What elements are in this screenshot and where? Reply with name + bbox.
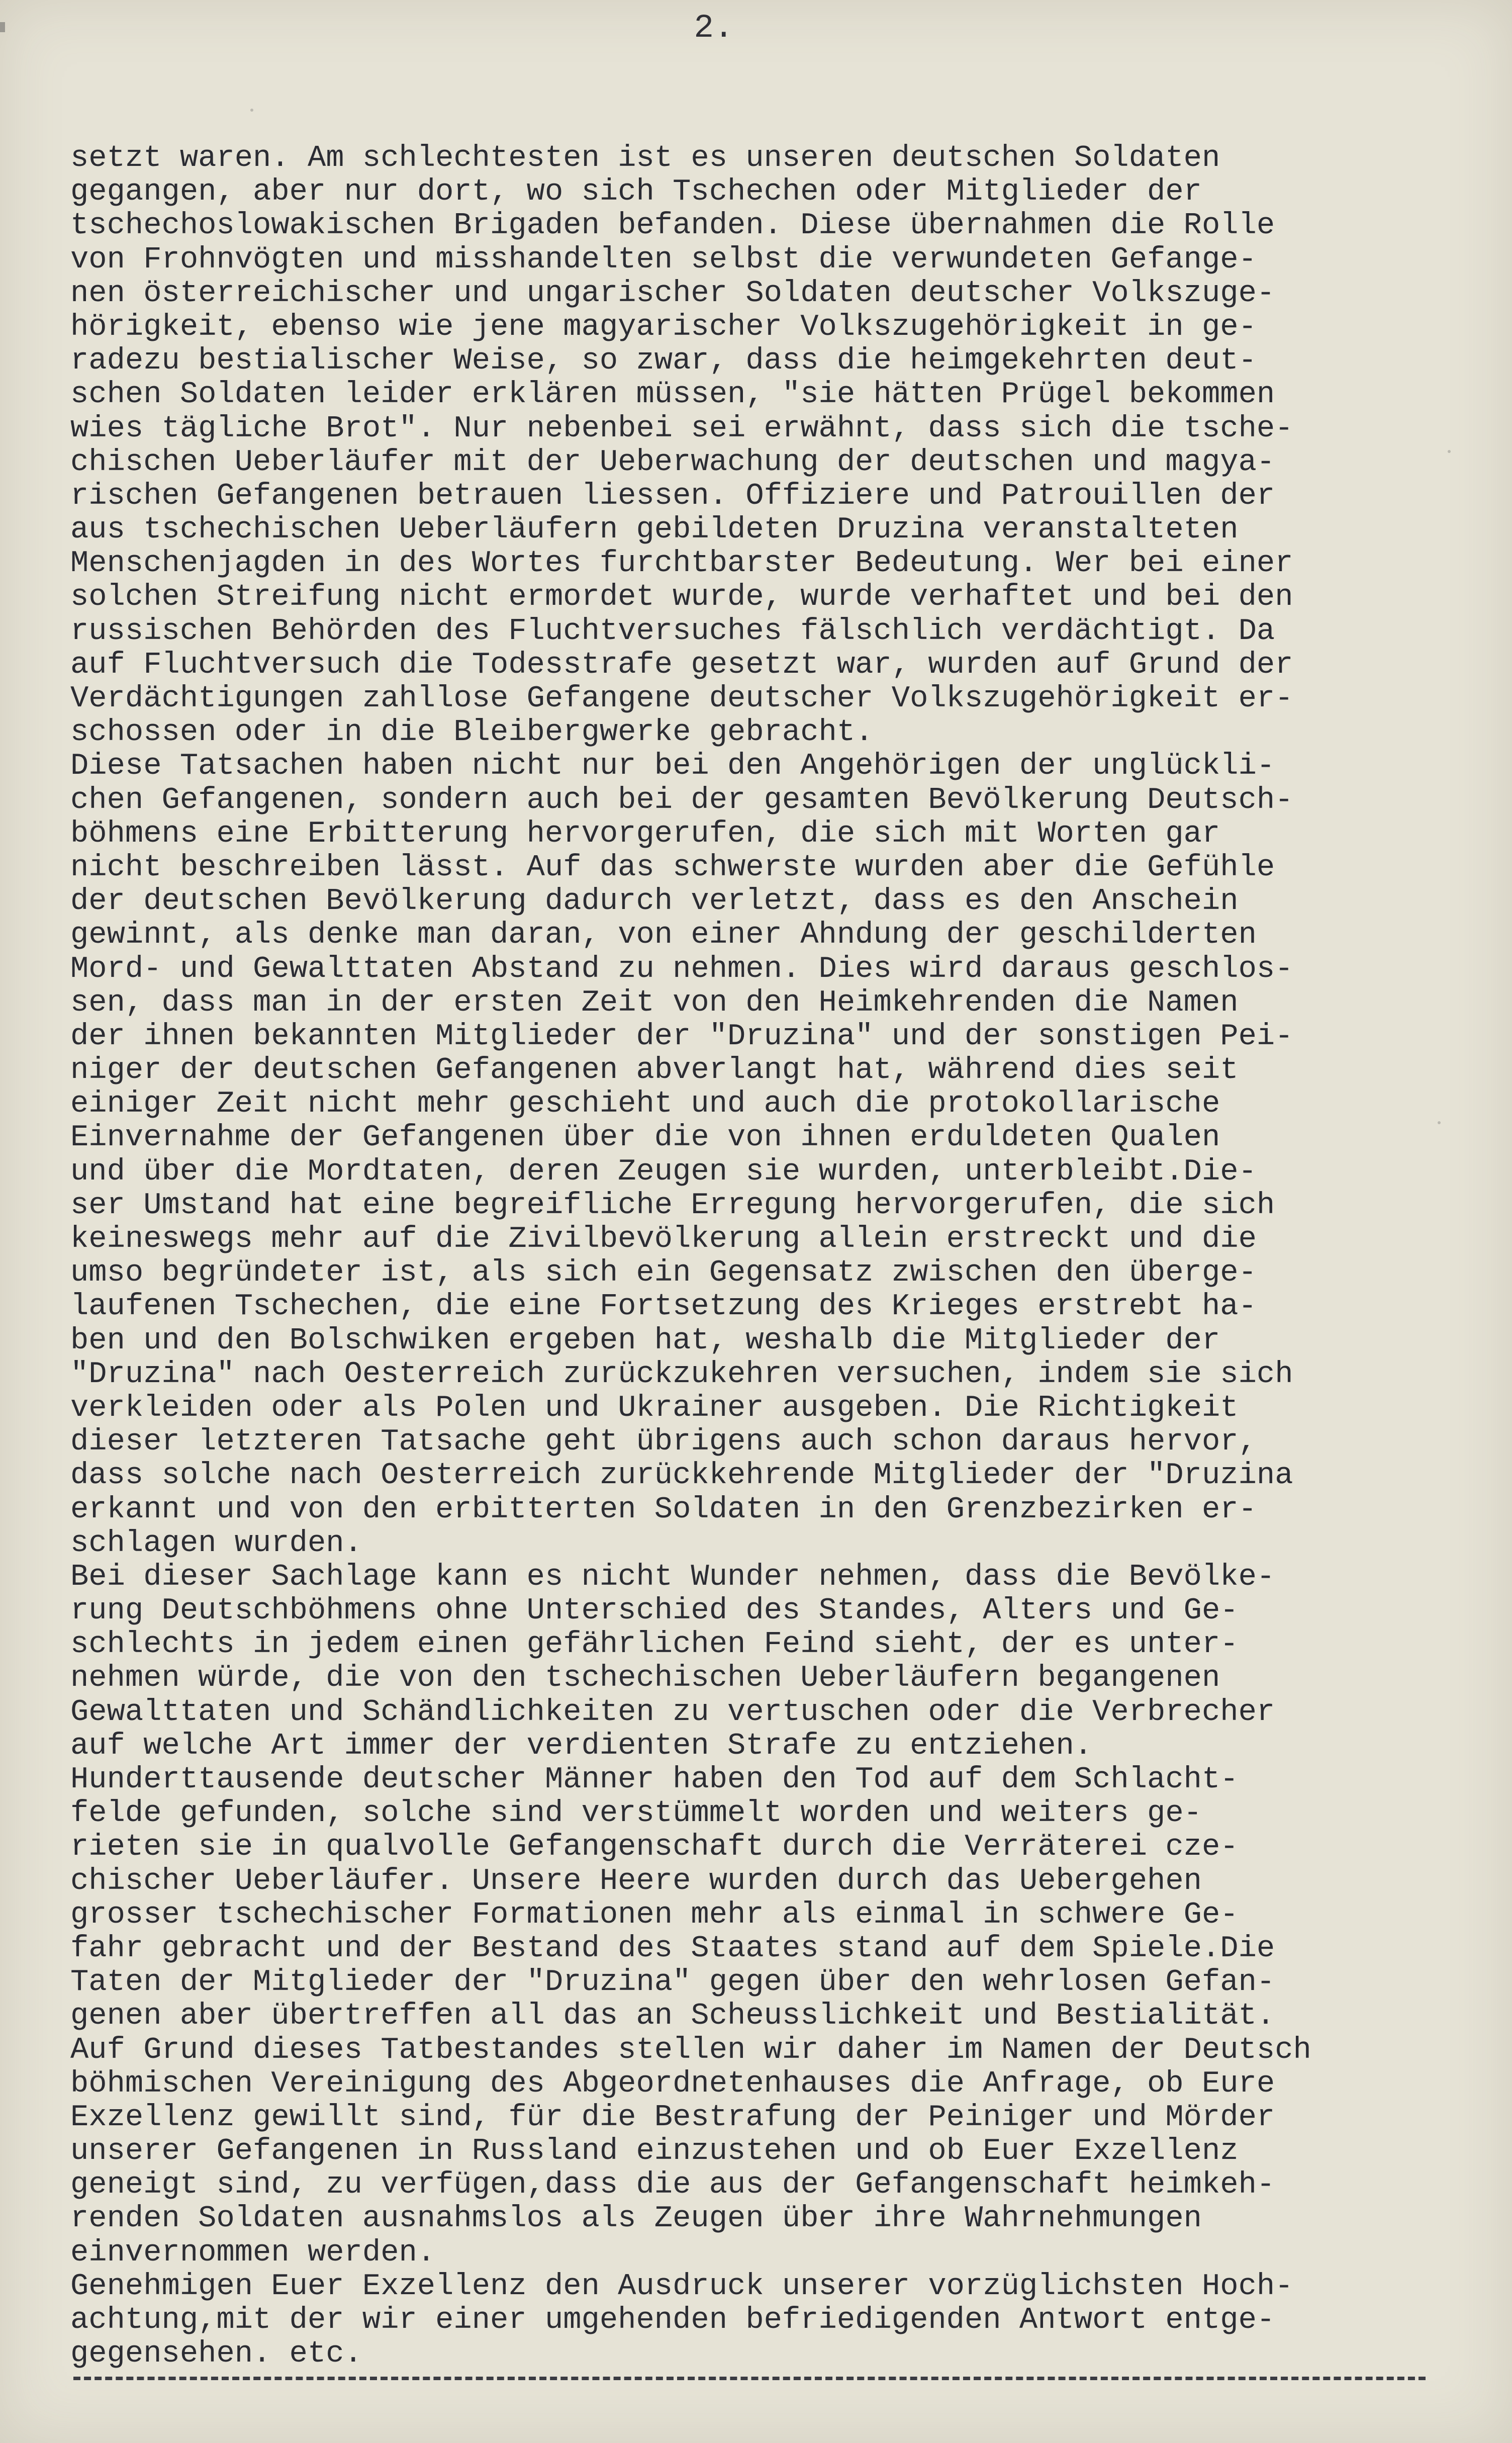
text-line: achtung,mit der wir einer umgehenden befriedigenden Antwort entge-: [70, 2303, 1275, 2337]
text-line: und über die Mordtaten, deren Zeugen sie wurden, unterbleibt.Die-: [70, 1154, 1257, 1189]
text-line: setzt waren. Am schlechtesten ist es unseren deutschen Soldaten: [70, 141, 1220, 175]
text-line: grosser tschechischer Formationen mehr als einmal in schwere Ge-: [70, 1897, 1239, 1932]
text-line: hörigkeit, ebenso wie jene magyarischer Volkszugehörigkeit in ge-: [70, 310, 1257, 344]
text-line: auf welche Art immer der verdienten Strafe zu entziehen.: [70, 1729, 1093, 1763]
text-line: Diese Tatsachen haben nicht nur bei den Angehörigen der unglückli-: [70, 749, 1275, 784]
text-line: renden Soldaten ausnahmslos als Zeugen über ihre Wahrnehmungen: [70, 2202, 1202, 2236]
text-line: gegangen, aber nur dort, wo sich Tschechen oder Mitglieder der: [70, 175, 1202, 210]
text-line: schlechts in jedem einen gefährlichen Feind sieht, der es unter-: [70, 1627, 1239, 1662]
text-line: schlagen wurden.: [70, 1526, 362, 1561]
closing-dashed-rule: [73, 2377, 1426, 2380]
text-line: erkannt und von den erbitterten Soldaten in den Grenzbezirken er-: [70, 1492, 1257, 1527]
paper-speck: [250, 109, 253, 112]
text-line: Exzellenz gewillt sind, für die Bestrafung der Peiniger und Mörder: [70, 2100, 1275, 2135]
text-line: Einvernahme der Gefangenen über die von ihnen erduldeten Qualen: [70, 1121, 1220, 1155]
text-line: Mord- und Gewalttaten Abstand zu nehmen. Dies wird daraus geschlos-: [70, 952, 1293, 986]
text-line: chischen Ueberläufer mit der Ueberwachung der deutschen und magya-: [70, 445, 1275, 480]
text-line: umso begründeter ist, als sich ein Gegensatz zwischen den überge-: [70, 1256, 1257, 1291]
text-line: unserer Gefangenen in Russland einzustehen und ob Euer Exzellenz: [70, 2134, 1239, 2169]
page-number: 2.: [694, 9, 734, 47]
text-line: der ihnen bekannten Mitglieder der "Druzina" und der sonstigen Pei-: [70, 1019, 1293, 1054]
text-line: Hunderttausende deutscher Männer haben den Tod auf dem Schlacht-: [70, 1763, 1239, 1797]
text-line: solchen Streifung nicht ermordet wurde, wurde verhaftet und bei den: [70, 580, 1293, 615]
text-line: "Druzina" nach Oesterreich zurückzukehren versuchen, indem sie sich: [70, 1357, 1293, 1392]
text-line: verkleiden oder als Polen und Ukrainer ausgeben. Die Richtigkeit: [70, 1391, 1239, 1425]
paper-speck: [1438, 1121, 1441, 1124]
text-line: chen Gefangenen, sondern auch bei der gesamten Bevölkerung Deutsch-: [70, 783, 1293, 818]
text-line: schossen oder in die Bleibergwerke gebracht.: [70, 715, 874, 750]
text-line: laufenen Tschechen, die eine Fortsetzung des Krieges erstrebt ha-: [70, 1290, 1257, 1324]
text-line: auf Fluchtversuch die Todesstrafe gesetzt war, wurden auf Grund der: [70, 648, 1293, 682]
text-line: sen, dass man in der ersten Zeit von den Heimkehrenden die Namen: [70, 985, 1239, 1020]
text-line: geneigt sind, zu verfügen,dass die aus der Gefangenschaft heimkeh-: [70, 2168, 1275, 2203]
text-line: aus tschechischen Ueberläufern gebildeten Druzina veranstalteten: [70, 513, 1239, 548]
text-line: rung Deutschböhmens ohne Unterschied des Standes, Alters und Ge-: [70, 1594, 1239, 1628]
text-line: Genehmigen Euer Exzellenz den Ausdruck unserer vorzüglichsten Hoch-: [70, 2269, 1293, 2304]
text-line: Bei dieser Sachlage kann es nicht Wunder nehmen, dass die Bevölke-: [70, 1560, 1275, 1594]
text-line: nicht beschreiben lässt. Auf das schwerste wurden aber die Gefühle: [70, 850, 1275, 885]
text-line: nehmen würde, die von den tschechischen Ueberläufern begangenen: [70, 1661, 1220, 1696]
text-line: felde gefunden, solche sind verstümmelt worden und weiters ge-: [70, 1796, 1202, 1831]
text-line: niger der deutschen Gefangenen abverlangt hat, während dies seit: [70, 1053, 1239, 1088]
text-line: dass solche nach Oesterreich zurückkehrende Mitglieder der "Druzina: [70, 1459, 1293, 1493]
text-line: einiger Zeit nicht mehr geschieht und auch die protokollarische: [70, 1087, 1220, 1122]
text-line: wies tägliche Brot". Nur nebenbei sei erwähnt, dass sich die tsche-: [70, 411, 1293, 446]
text-line: von Frohnvögten und misshandelten selbst die verwundeten Gefange-: [70, 242, 1257, 277]
text-line: Auf Grund dieses Tatbestandes stellen wir daher im Namen der Deutsch: [70, 2033, 1311, 2067]
text-line: böhmens eine Erbitterung hervorgerufen, die sich mit Worten gar: [70, 817, 1220, 851]
text-line: Taten der Mitglieder der "Druzina" gegen über den wehrlosen Gefan-: [70, 1965, 1275, 2000]
text-line: Gewalttaten und Schändlichkeiten zu vertuschen oder die Verbrecher: [70, 1695, 1275, 1730]
text-line: russischen Behörden des Fluchtversuches fälschlich verdächtigt. Da: [70, 614, 1275, 649]
text-line: der deutschen Bevölkerung dadurch verletzt, dass es den Anschein: [70, 884, 1239, 919]
edge-mark: [0, 22, 5, 32]
text-line: radezu bestialischer Weise, so zwar, dass die heimgekehrten deut-: [70, 344, 1257, 379]
text-line: Verdächtigungen zahllose Gefangene deutscher Volkszugehörigkeit er-: [70, 682, 1293, 716]
text-line: chischer Ueberläufer. Unsere Heere wurden durch das Uebergehen: [70, 1864, 1202, 1898]
text-line: fahr gebracht und der Bestand des Staates stand auf dem Spiele.Die: [70, 1931, 1275, 1966]
text-line: ser Umstand hat eine begreifliche Erregung hervorgerufen, die sich: [70, 1188, 1275, 1223]
text-line: gewinnt, als denke man daran, von einer Ahndung der geschilderten: [70, 918, 1257, 953]
text-line: schen Soldaten leider erklären müssen, "sie hätten Prügel bekommen: [70, 378, 1275, 412]
letter-body: [70, 142, 1448, 2371]
text-line: rischen Gefangenen betrauen liessen. Offiziere und Patrouillen der: [70, 479, 1275, 513]
paper-speck: [1448, 450, 1451, 453]
text-line: einvernommen werden.: [70, 2235, 436, 2270]
text-line: gegensehen. etc.: [70, 2337, 362, 2372]
text-line: tschechoslowakischen Brigaden befanden. Diese übernahmen die Rolle: [70, 209, 1275, 243]
text-line: nen österreichischer und ungarischer Soldaten deutscher Volkszuge-: [70, 276, 1275, 311]
text-line: dieser letzteren Tatsache geht übrigens auch schon daraus hervor,: [70, 1425, 1257, 1460]
text-line: böhmischen Vereinigung des Abgeordnetenhauses die Anfrage, ob Eure: [70, 2066, 1275, 2101]
text-line: Menschenjagden in des Wortes furchtbarster Bedeutung. Wer bei einer: [70, 547, 1293, 581]
text-line: rieten sie in qualvolle Gefangenschaft durch die Verräterei cze-: [70, 1830, 1239, 1865]
text-line: ben und den Bolschwiken ergeben hat, weshalb die Mitglieder der: [70, 1323, 1220, 1358]
text-line: genen aber übertreffen all das an Scheusslichkeit und Bestialität.: [70, 1999, 1275, 2034]
text-line: keineswegs mehr auf die Zivilbevölkerung allein erstreckt und die: [70, 1222, 1257, 1256]
